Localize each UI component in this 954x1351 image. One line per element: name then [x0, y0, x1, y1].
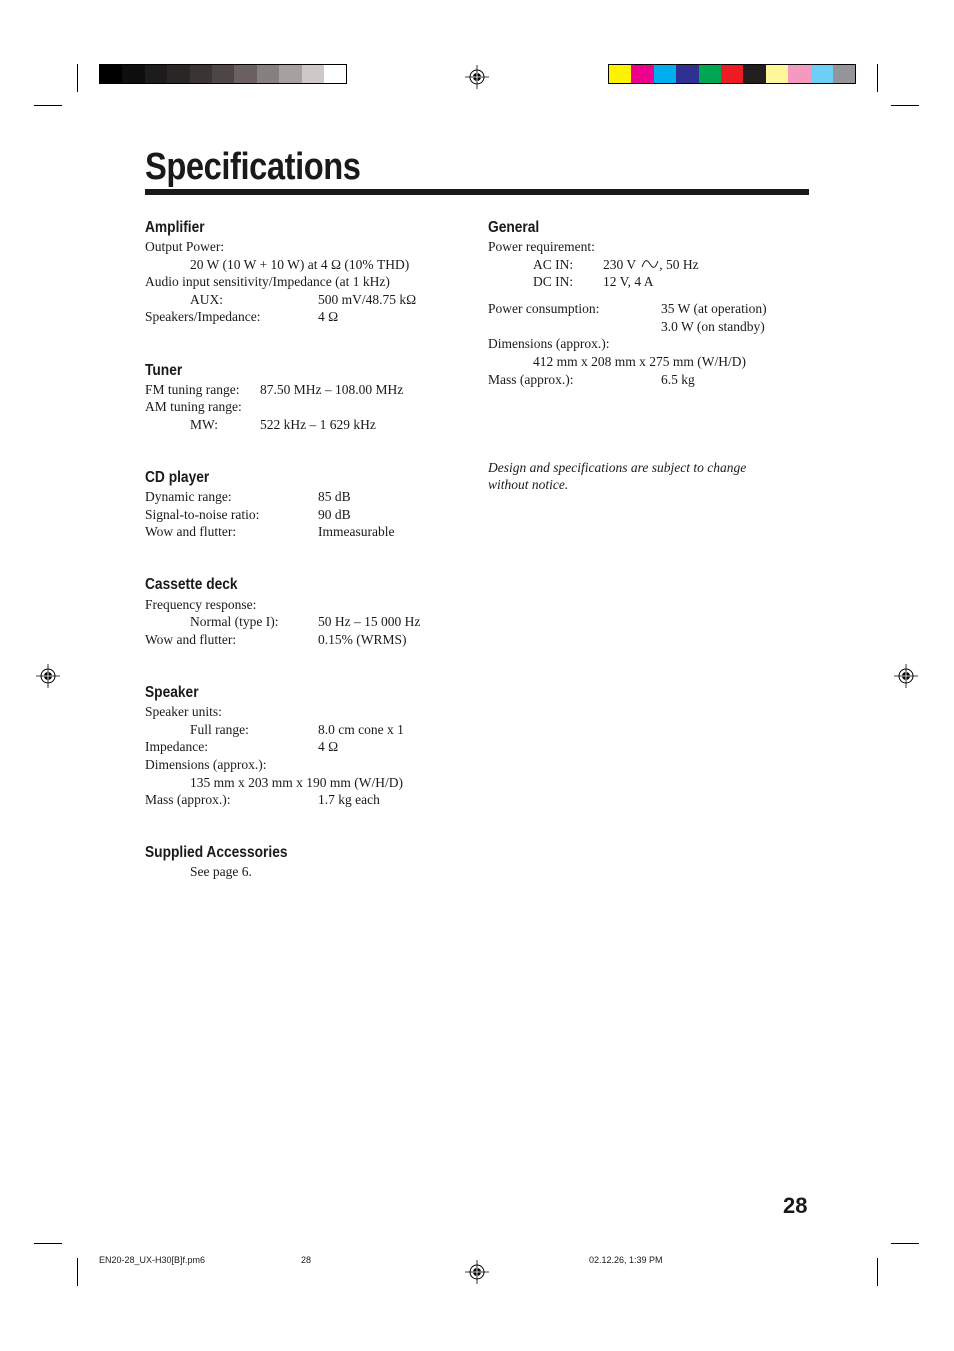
crop-mark-top-left-horizontal — [34, 105, 62, 106]
registration-target-icon — [36, 664, 60, 688]
amplifier-audio-input-label: Audio input sensitivity/Impedance (at 1 kHz) — [145, 274, 390, 289]
registration-target-icon — [465, 1260, 489, 1284]
amplifier-aux-value: 500 mV/48.75 kΩ — [318, 292, 417, 307]
notice-line-2: without notice. — [488, 477, 569, 492]
general-mass-value: 6.5 kg — [661, 372, 695, 387]
color-swatch — [609, 65, 631, 83]
registration-target-icon — [894, 664, 918, 688]
color-swatch — [788, 65, 810, 83]
section-heading-supplied-accessories: Supplied Accessories — [145, 844, 288, 861]
cd-wow-label: Wow and flutter: — [145, 524, 237, 539]
grayscale-swatch — [279, 65, 301, 83]
grayscale-swatch — [234, 65, 256, 83]
amplifier-aux-label: AUX: — [190, 292, 223, 307]
accessories-value: See page 6. — [190, 864, 252, 879]
general-dc-value: 12 V, 4 A — [603, 274, 654, 289]
grayscale-swatch — [145, 65, 167, 83]
grayscale-swatch — [100, 65, 122, 83]
speaker-dimensions-value: 135 mm x 203 mm x 190 mm (W/H/D) — [190, 775, 403, 790]
color-swatch — [699, 65, 721, 83]
general-ac-value — [603, 257, 699, 273]
tuner-fm-value: 87.50 MHz – 108.00 MHz — [260, 382, 404, 397]
grayscale-swatch — [257, 65, 279, 83]
amplifier-output-power-value: 20 W (10 W + 10 W) at 4 Ω (10% THD) — [190, 257, 410, 272]
general-consumption-value-operation: 35 W (at operation) — [661, 301, 767, 316]
grayscale-swatch — [122, 65, 144, 83]
color-swatch — [654, 65, 676, 83]
general-power-req-label: Power requirement: — [488, 239, 595, 254]
cd-dynamic-value: 85 dB — [318, 489, 351, 504]
footer-date: 02.12.26, 1:39 PM — [589, 1255, 663, 1265]
color-calibration-bar — [608, 64, 856, 84]
amplifier-speakers-value: 4 Ω — [318, 309, 339, 324]
speaker-full-value: 8.0 cm cone x 1 — [318, 722, 404, 737]
general-mass-label: Mass (approx.): — [488, 372, 574, 387]
color-swatch — [743, 65, 765, 83]
footer-page: 28 — [301, 1255, 312, 1265]
crop-mark-bottom-left-horizontal — [34, 1243, 62, 1244]
cd-snr-value: 90 dB — [318, 507, 351, 522]
grayscale-calibration-bar — [99, 64, 347, 84]
grayscale-swatch — [324, 65, 346, 83]
color-swatch — [766, 65, 788, 83]
cd-wow-value: Immeasurable — [318, 524, 395, 539]
section-heading-amplifier: Amplifier — [145, 219, 205, 236]
cassette-wow-value: 0.15% (WRMS) — [318, 632, 407, 647]
cd-dynamic-label: Dynamic range: — [145, 489, 232, 504]
speaker-mass-value: 1.7 kg each — [318, 792, 380, 807]
crop-mark-bottom-right-vertical — [877, 1258, 878, 1286]
section-heading-cd-player: CD player — [145, 469, 210, 486]
speaker-dimensions-label: Dimensions (approx.): — [145, 757, 267, 772]
color-swatch — [721, 65, 743, 83]
general-dimensions-value: 412 mm x 208 mm x 275 mm (W/H/D) — [533, 354, 746, 369]
color-swatch — [833, 65, 855, 83]
tuner-mw-label: MW: — [190, 417, 218, 432]
color-swatch — [631, 65, 653, 83]
page-title: Specifications — [145, 146, 361, 188]
speaker-impedance-value: 4 Ω — [318, 739, 339, 754]
crop-mark-top-right-vertical — [877, 64, 878, 92]
grayscale-swatch — [190, 65, 212, 83]
speaker-full-label: Full range: — [190, 722, 249, 737]
tuner-mw-value: 522 kHz – 1 629 kHz — [260, 417, 376, 432]
general-ac-value-frequency: , 50 Hz — [659, 257, 699, 272]
cassette-wow-label: Wow and flutter: — [145, 632, 237, 647]
color-swatch — [676, 65, 698, 83]
cassette-freq-label: Frequency response: — [145, 597, 257, 612]
crop-mark-bottom-right-horizontal — [891, 1243, 919, 1244]
section-heading-tuner: Tuner — [145, 362, 183, 379]
page-number: 28 — [783, 1193, 808, 1218]
grayscale-swatch — [302, 65, 324, 83]
general-consumption-value-standby: 3.0 W (on standby) — [661, 319, 765, 334]
amplifier-speakers-label: Speakers/Impedance: — [145, 309, 261, 324]
section-heading-speaker: Speaker — [145, 684, 199, 701]
grayscale-swatch — [212, 65, 234, 83]
speaker-impedance-label: Impedance: — [145, 739, 208, 754]
tuner-fm-label: FM tuning range: — [145, 382, 240, 397]
ac-wave-icon — [641, 258, 659, 270]
cd-snr-label: Signal-to-noise ratio: — [145, 507, 260, 522]
amplifier-output-power-label: Output Power: — [145, 239, 225, 254]
speaker-mass-label: Mass (approx.): — [145, 792, 231, 807]
crop-mark-top-left-vertical — [77, 64, 78, 92]
tuner-am-label: AM tuning range: — [145, 399, 242, 414]
title-rule — [145, 189, 809, 195]
crop-mark-top-right-horizontal — [891, 105, 919, 106]
cassette-normal-label: Normal (type I): — [190, 614, 279, 629]
section-heading-cassette-deck: Cassette deck — [145, 576, 238, 593]
grayscale-swatch — [167, 65, 189, 83]
section-heading-general: General — [488, 219, 540, 236]
general-dc-label: DC IN: — [533, 274, 574, 289]
general-ac-label: AC IN: — [533, 257, 574, 272]
color-swatch — [811, 65, 833, 83]
general-ac-value-voltage: 230 V — [603, 257, 636, 272]
cassette-normal-value: 50 Hz – 15 000 Hz — [318, 614, 421, 629]
general-consumption-label: Power consumption: — [488, 301, 600, 316]
registration-target-icon — [465, 65, 489, 89]
speaker-units-label: Speaker units: — [145, 704, 222, 719]
crop-mark-bottom-left-vertical — [77, 1258, 78, 1286]
footer-file-name: EN20-28_UX-H30[B]f.pm6 — [99, 1255, 206, 1265]
general-dimensions-label: Dimensions (approx.): — [488, 336, 610, 351]
notice-line-1: Design and specifications are subject to change — [488, 460, 747, 475]
